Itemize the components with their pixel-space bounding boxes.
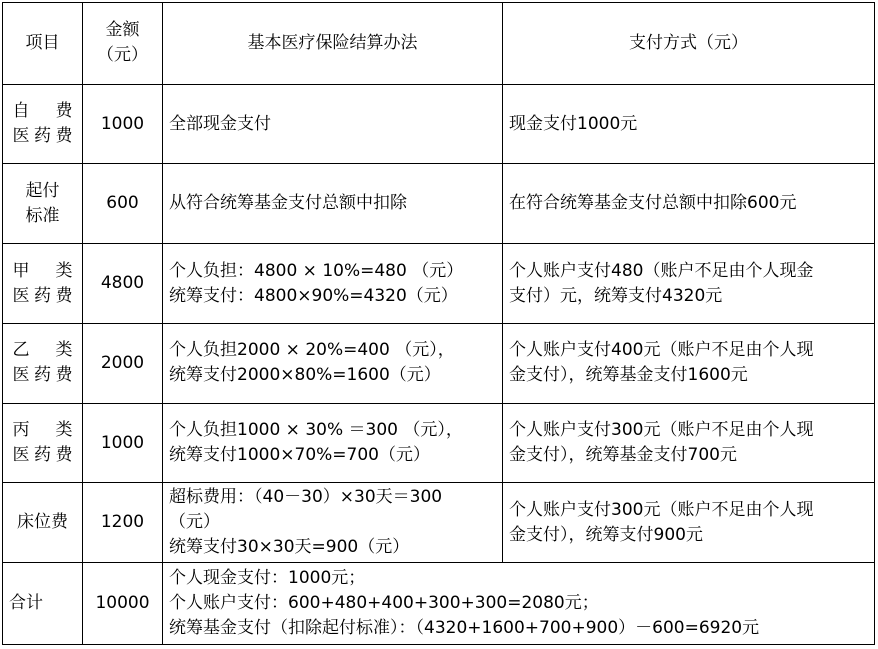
header-method: 基本医疗保险结算办法 bbox=[163, 3, 503, 85]
method-cell bbox=[163, 164, 503, 244]
payment-cell bbox=[503, 323, 875, 403]
method-line: （元） bbox=[169, 512, 220, 533]
item-cell bbox=[3, 403, 83, 483]
total-amount: 10000 bbox=[83, 563, 163, 645]
method-cell bbox=[163, 483, 503, 563]
payment-line: 在符合统筹基金支付总额中扣除600元 bbox=[509, 193, 797, 214]
table-row bbox=[3, 244, 875, 324]
amount-cell: 2000 bbox=[83, 323, 163, 403]
header-amount bbox=[83, 3, 163, 85]
method-line: 个人负担：4800 × 10%=480 （元） bbox=[169, 260, 464, 281]
table-row bbox=[3, 483, 875, 563]
total-row bbox=[3, 563, 875, 645]
header-amount-line1: 金额 bbox=[105, 20, 140, 41]
method-line: 统筹支付1000×70%=700（元） bbox=[169, 445, 430, 466]
item-line: 医药费 bbox=[12, 126, 73, 147]
table-row bbox=[3, 323, 875, 403]
payment-cell bbox=[503, 244, 875, 324]
item-line: 乙 类 bbox=[12, 340, 73, 361]
method-cell bbox=[163, 244, 503, 324]
total-label: 合计 bbox=[3, 563, 83, 645]
item-line: 医药费 bbox=[12, 445, 73, 466]
payment-cell bbox=[503, 84, 875, 164]
method-line: 统筹支付2000×80%=1600（元） bbox=[169, 365, 441, 386]
method-line: 从符合统筹基金支付总额中扣除 bbox=[169, 193, 407, 214]
settlement-table bbox=[2, 2, 875, 645]
item-cell bbox=[3, 323, 83, 403]
item-line: 丙 类 bbox=[12, 420, 73, 441]
payment-cell bbox=[503, 164, 875, 244]
method-cell bbox=[163, 84, 503, 164]
method-line: 超标费用：（40－30）×30天＝300 bbox=[169, 487, 443, 508]
header-row bbox=[3, 3, 875, 85]
amount-cell: 4800 bbox=[83, 244, 163, 324]
payment-cell bbox=[503, 483, 875, 563]
item-line: 甲 类 bbox=[12, 260, 73, 281]
method-line: 全部现金支付 bbox=[169, 113, 271, 134]
table-row bbox=[3, 164, 875, 244]
header-item: 项目 bbox=[3, 3, 83, 85]
payment-line: 支付）元，统筹支付4320元 bbox=[509, 285, 723, 306]
total-line: 个人账户支付：600+480+400+300+300=2080元； bbox=[169, 593, 599, 614]
header-payment: 支付方式（元） bbox=[503, 3, 875, 85]
item-cell bbox=[3, 164, 83, 244]
amount-cell: 1000 bbox=[83, 84, 163, 164]
payment-cell bbox=[503, 403, 875, 483]
table-row bbox=[3, 84, 875, 164]
payment-line: 个人账户支付300元（账户不足由个人现 bbox=[509, 420, 814, 441]
amount-cell: 600 bbox=[83, 164, 163, 244]
item-line: 起付 bbox=[25, 180, 60, 201]
item-line: 医药费 bbox=[12, 285, 73, 306]
method-cell bbox=[163, 323, 503, 403]
payment-line: 金支付），统筹基金支付700元 bbox=[509, 445, 737, 466]
payment-line: 金支付），统筹基金支付1600元 bbox=[509, 365, 748, 386]
header-amount-line2: （元） bbox=[97, 45, 148, 66]
amount-cell: 1000 bbox=[83, 403, 163, 483]
total-line: 个人现金支付：1000元； bbox=[169, 568, 366, 589]
method-cell bbox=[163, 403, 503, 483]
payment-line: 个人账户支付400元（账户不足由个人现 bbox=[509, 340, 814, 361]
method-line: 个人负担2000 × 20%=400 （元）， bbox=[169, 340, 455, 361]
item-cell bbox=[3, 244, 83, 324]
total-line: 统筹基金支付（扣除起付标准）：（4320+1600+700+900）－600=6920元 bbox=[169, 618, 760, 639]
item-cell bbox=[3, 84, 83, 164]
payment-line: 个人账户支付300元（账户不足由个人现 bbox=[509, 499, 814, 520]
payment-line: 现金支付1000元 bbox=[509, 113, 638, 134]
item-line: 自 费 bbox=[12, 101, 73, 122]
method-line: 统筹支付30×30天=900（元） bbox=[169, 537, 410, 558]
payment-line: 金支付），统筹支付900元 bbox=[509, 524, 703, 545]
amount-cell: 1200 bbox=[83, 483, 163, 563]
table-row bbox=[3, 403, 875, 483]
item-line: 医药费 bbox=[12, 365, 73, 386]
total-summary bbox=[163, 563, 875, 645]
method-line: 个人负担1000 × 30% ＝300 （元）， bbox=[169, 420, 463, 441]
method-line: 统筹支付：4800×90%=4320（元） bbox=[169, 285, 458, 306]
payment-line: 个人账户支付480（账户不足由个人现金 bbox=[509, 260, 814, 281]
item-cell: 床位费 bbox=[3, 483, 83, 563]
item-line: 标准 bbox=[25, 205, 60, 226]
